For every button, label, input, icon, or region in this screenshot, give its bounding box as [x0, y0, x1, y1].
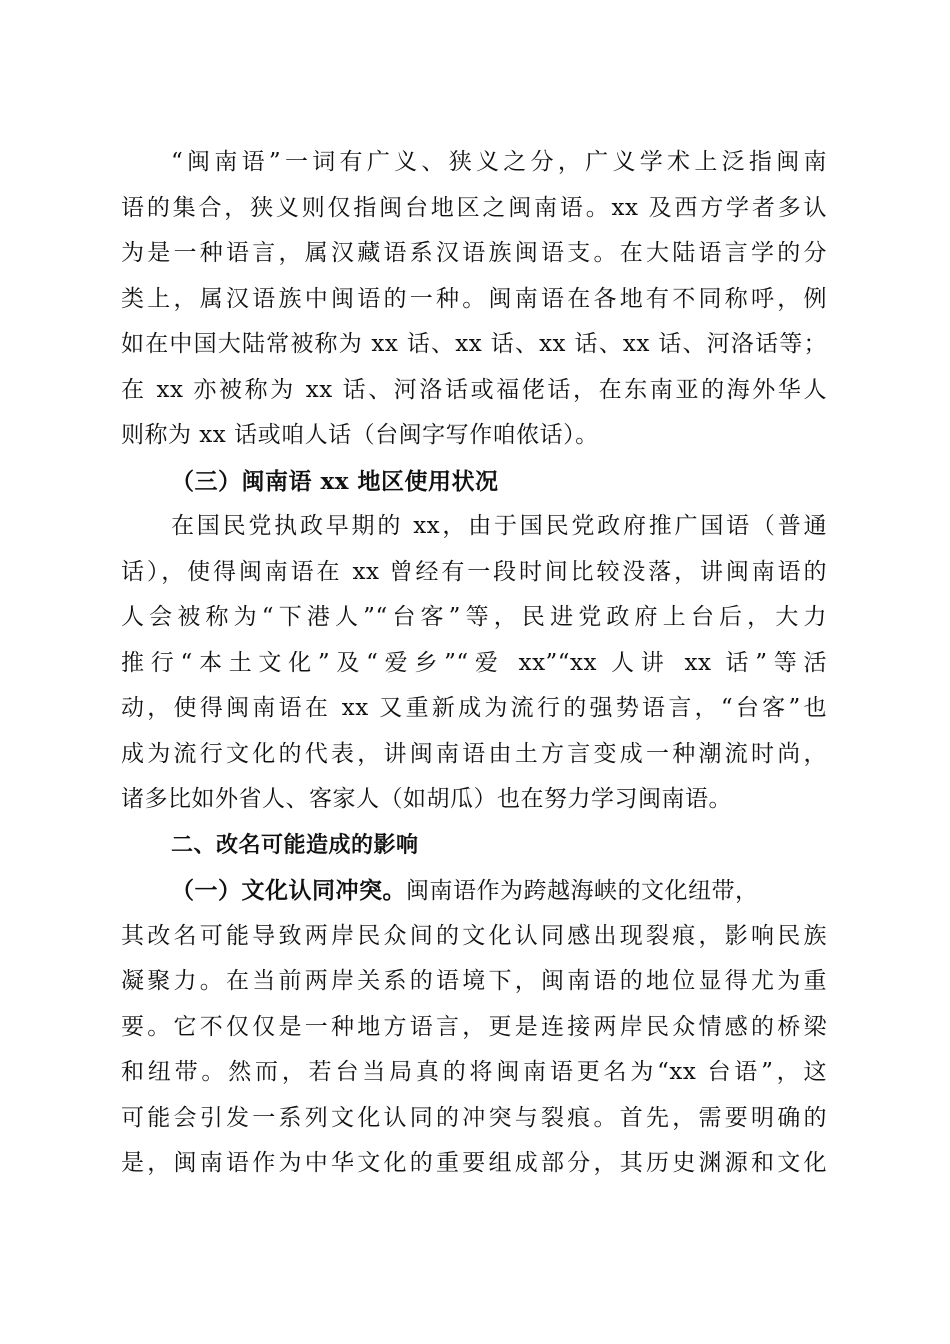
paragraph-line: 则称为 xx 话或咱人话（台闽字写作咱侬话）。: [121, 422, 599, 448]
paragraph-line: 在国民党执政早期的 xx，由于国民党政府推广国语（普通: [171, 513, 827, 539]
paragraph-line: 人会被称为“下港人”“台客”等，民进党政府上台后，大力: [121, 604, 827, 630]
paragraph-line: 如在中国大陆常被称为 xx 话、xx 话、xx 话、xx 话、河洛话等；: [121, 331, 827, 357]
paragraph-line: 和纽带。然而，若台当局真的将闽南语更名为“xx 台语”，这: [121, 1059, 827, 1085]
paragraph-line: 话），使得闽南语在 xx 曾经有一段时间比较没落，讲闽南语的: [121, 558, 827, 585]
paragraph-line: “闽南语”一词有广义、狭义之分，广义学术上泛指闽南: [171, 149, 827, 175]
paragraph-line: 推行“本土文化”及“爱乡”“爱 xx”“xx 人讲 xx 话”等活: [121, 649, 827, 676]
paragraph-line: 可能会引发一系列文化认同的冲突与裂痕。首先，需要明确的: [121, 1104, 827, 1131]
paragraph-line: 其改名可能导致两岸民众间的文化认同感出现裂痕，影响民族: [121, 922, 827, 949]
paragraph-line: [121, 868, 827, 914]
paragraph-line: 语的集合，狭义则仅指闽台地区之闽南语。xx 及西方学者多认: [121, 194, 827, 221]
section-heading-2: 二、改名可能造成的影响: [171, 832, 419, 858]
paragraph-line: 为是一种语言，属汉藏语系汉语族闽语支。在大陆语言学的分: [121, 240, 827, 266]
paragraph-line: 在 xx 亦被称为 xx 话、河洛话或福佬话，在东南亚的海外华人: [121, 376, 827, 403]
section-heading-3: （三）闽南语 xx 地区使用状况: [171, 467, 499, 495]
paragraph-line-rest: 闽南语作为跨越海峡的文化纽带，: [406, 878, 759, 904]
paragraph-line: 是，闽南语作为中华文化的重要组成部分，其历史渊源和文化: [121, 1150, 827, 1176]
paragraph-line: 要。它不仅仅是一种地方语言，更是连接两岸民众情感的桥梁: [121, 1013, 827, 1040]
paragraph-line: 动，使得闽南语在 xx 又重新成为流行的强势语言，“台客”也: [121, 695, 827, 721]
body-text: [121, 140, 827, 1187]
paragraph-line: 成为流行文化的代表，讲闽南语由土方言变成一种潮流时尚，: [121, 740, 827, 767]
subsection-lead: （一）文化认同冲突。: [171, 877, 406, 904]
paragraph-line: 凝聚力。在当前两岸关系的语境下，闽南语的地位显得尤为重: [121, 968, 827, 994]
paragraph-line: 诸多比如外省人、客家人（如胡瓜）也在努力学习闽南语。: [121, 786, 732, 812]
paragraph-line: 类上，属汉语族中闽语的一种。闽南语在各地有不同称呼，例: [121, 285, 827, 312]
